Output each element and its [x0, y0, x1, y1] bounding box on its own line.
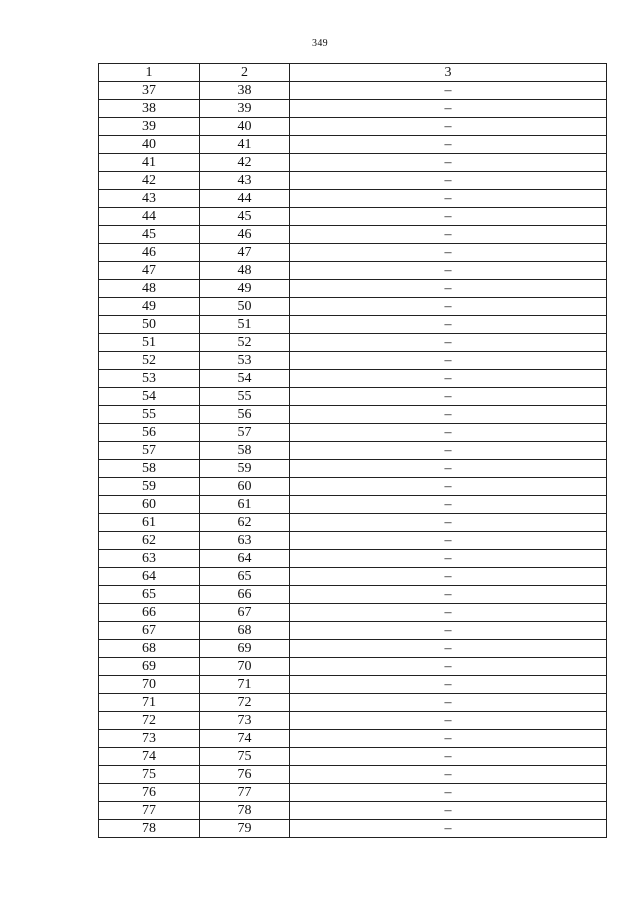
table-cell-col2: 78 [200, 802, 290, 820]
table-cell-col2: 50 [200, 298, 290, 316]
table-cell-col1: 69 [99, 658, 200, 676]
table-cell-col1: 37 [99, 82, 200, 100]
table-cell-col3: – [290, 334, 607, 352]
table-cell-col3: – [290, 154, 607, 172]
table-cell-col1: 50 [99, 316, 200, 334]
table-cell-col1: 63 [99, 550, 200, 568]
table-row [99, 586, 607, 604]
table-row [99, 802, 607, 820]
page-number: 349 [312, 38, 328, 49]
table-row [99, 514, 607, 532]
table-cell-col3: – [290, 190, 607, 208]
table-cell-col2: 65 [200, 568, 290, 586]
table-cell-col2: 70 [200, 658, 290, 676]
table-cell-col2: 68 [200, 622, 290, 640]
table-cell-col3: – [290, 784, 607, 802]
table-cell-col3: – [290, 514, 607, 532]
table-row [99, 766, 607, 784]
table-cell-col3: – [290, 442, 607, 460]
table-cell-col2: 56 [200, 406, 290, 424]
table-row [99, 640, 607, 658]
table-cell-col2: 63 [200, 532, 290, 550]
table-cell-col1: 59 [99, 478, 200, 496]
table-cell-col1: 68 [99, 640, 200, 658]
table-cell-col3: – [290, 676, 607, 694]
table-cell-col2: 43 [200, 172, 290, 190]
column-header-2: 2 [200, 64, 290, 82]
table-cell-col2: 42 [200, 154, 290, 172]
table-cell-col2: 53 [200, 352, 290, 370]
table-cell-col1: 78 [99, 820, 200, 838]
table-row [99, 676, 607, 694]
table-row [99, 712, 607, 730]
table-cell-col1: 39 [99, 118, 200, 136]
table-cell-col1: 70 [99, 676, 200, 694]
table-cell-col1: 76 [99, 784, 200, 802]
table-cell-col2: 46 [200, 226, 290, 244]
table-row [99, 280, 607, 298]
table-cell-col2: 57 [200, 424, 290, 442]
table-row [99, 370, 607, 388]
table-cell-col1: 73 [99, 730, 200, 748]
table-cell-col1: 47 [99, 262, 200, 280]
table-cell-col3: – [290, 262, 607, 280]
table-cell-col1: 58 [99, 460, 200, 478]
table-cell-col1: 48 [99, 280, 200, 298]
table-cell-col3: – [290, 316, 607, 334]
table-row [99, 262, 607, 280]
table-row [99, 100, 607, 118]
table-cell-col1: 45 [99, 226, 200, 244]
table-cell-col2: 71 [200, 676, 290, 694]
table-row [99, 820, 607, 838]
table-cell-col1: 72 [99, 712, 200, 730]
table-row [99, 658, 607, 676]
table-cell-col1: 65 [99, 586, 200, 604]
table-cell-col2: 73 [200, 712, 290, 730]
table-cell-col2: 44 [200, 190, 290, 208]
table-cell-col3: – [290, 550, 607, 568]
table-cell-col1: 40 [99, 136, 200, 154]
table-cell-col1: 61 [99, 514, 200, 532]
table-cell-col2: 72 [200, 694, 290, 712]
table-row [99, 352, 607, 370]
table-cell-col2: 40 [200, 118, 290, 136]
table-row [99, 118, 607, 136]
table-cell-col1: 62 [99, 532, 200, 550]
table-row [99, 244, 607, 262]
table-cell-col1: 57 [99, 442, 200, 460]
table-cell-col1: 49 [99, 298, 200, 316]
table-cell-col1: 46 [99, 244, 200, 262]
column-header-3: 3 [290, 64, 607, 82]
table-cell-col2: 69 [200, 640, 290, 658]
table-row [99, 136, 607, 154]
table-cell-col3: – [290, 226, 607, 244]
table-row [99, 478, 607, 496]
table-row [99, 154, 607, 172]
table-cell-col2: 64 [200, 550, 290, 568]
table-cell-col1: 60 [99, 496, 200, 514]
table-cell-col2: 52 [200, 334, 290, 352]
table-row [99, 730, 607, 748]
table-cell-col1: 38 [99, 100, 200, 118]
table-row [99, 532, 607, 550]
table-cell-col2: 74 [200, 730, 290, 748]
table-cell-col3: – [290, 478, 607, 496]
table-row [99, 298, 607, 316]
table-row [99, 424, 607, 442]
table-row [99, 208, 607, 226]
table-cell-col2: 48 [200, 262, 290, 280]
table-row [99, 622, 607, 640]
table-cell-col1: 42 [99, 172, 200, 190]
table-cell-col3: – [290, 712, 607, 730]
table-cell-col2: 45 [200, 208, 290, 226]
table-cell-col2: 79 [200, 820, 290, 838]
table-row [99, 82, 607, 100]
table-cell-col3: – [290, 622, 607, 640]
table-cell-col2: 49 [200, 280, 290, 298]
table-cell-col2: 76 [200, 766, 290, 784]
table-cell-col1: 51 [99, 334, 200, 352]
table-cell-col3: – [290, 280, 607, 298]
table-cell-col1: 74 [99, 748, 200, 766]
table-row [99, 694, 607, 712]
table-cell-col1: 71 [99, 694, 200, 712]
table-row [99, 784, 607, 802]
table-cell-col1: 56 [99, 424, 200, 442]
table-row [99, 334, 607, 352]
table-cell-col3: – [290, 82, 607, 100]
data-table [98, 63, 607, 838]
table-cell-col2: 62 [200, 514, 290, 532]
table-row [99, 604, 607, 622]
table-cell-col1: 75 [99, 766, 200, 784]
table-cell-col3: – [290, 532, 607, 550]
table-cell-col2: 60 [200, 478, 290, 496]
table-cell-col3: – [290, 604, 607, 622]
table-cell-col3: – [290, 658, 607, 676]
table-cell-col2: 54 [200, 370, 290, 388]
table-row [99, 190, 607, 208]
table-cell-col2: 61 [200, 496, 290, 514]
table-row [99, 568, 607, 586]
table-cell-col3: – [290, 298, 607, 316]
table-cell-col2: 77 [200, 784, 290, 802]
table-cell-col3: – [290, 730, 607, 748]
table-cell-col3: – [290, 748, 607, 766]
table-cell-col2: 75 [200, 748, 290, 766]
column-header-1: 1 [99, 64, 200, 82]
table-cell-col3: – [290, 244, 607, 262]
table-cell-col2: 47 [200, 244, 290, 262]
table-row [99, 172, 607, 190]
table-row [99, 550, 607, 568]
table-cell-col3: – [290, 136, 607, 154]
table-cell-col3: – [290, 352, 607, 370]
table-cell-col3: – [290, 388, 607, 406]
table-cell-col2: 38 [200, 82, 290, 100]
table-cell-col1: 44 [99, 208, 200, 226]
table-cell-col1: 43 [99, 190, 200, 208]
table-cell-col3: – [290, 118, 607, 136]
table-cell-col3: – [290, 172, 607, 190]
table-cell-col3: – [290, 802, 607, 820]
table-body [99, 82, 607, 838]
table-cell-col3: – [290, 640, 607, 658]
table-row [99, 460, 607, 478]
table-cell-col2: 55 [200, 388, 290, 406]
table-cell-col3: – [290, 100, 607, 118]
table-row [99, 388, 607, 406]
table-cell-col3: – [290, 370, 607, 388]
table-cell-col1: 66 [99, 604, 200, 622]
table-row [99, 226, 607, 244]
table-cell-col1: 41 [99, 154, 200, 172]
table-row [99, 406, 607, 424]
table-cell-col3: – [290, 820, 607, 838]
table-row [99, 316, 607, 334]
table-cell-col3: – [290, 586, 607, 604]
table-cell-col3: – [290, 424, 607, 442]
table-cell-col3: – [290, 406, 607, 424]
table-cell-col2: 67 [200, 604, 290, 622]
table-cell-col1: 55 [99, 406, 200, 424]
table-cell-col2: 39 [200, 100, 290, 118]
table-cell-col1: 64 [99, 568, 200, 586]
table-row [99, 748, 607, 766]
table-cell-col3: – [290, 460, 607, 478]
table-cell-col2: 58 [200, 442, 290, 460]
table-cell-col3: – [290, 766, 607, 784]
table-cell-col1: 54 [99, 388, 200, 406]
table-cell-col2: 66 [200, 586, 290, 604]
table-cell-col1: 67 [99, 622, 200, 640]
table-cell-col2: 51 [200, 316, 290, 334]
table-cell-col3: – [290, 208, 607, 226]
table-cell-col1: 52 [99, 352, 200, 370]
table-row [99, 496, 607, 514]
table-cell-col3: – [290, 568, 607, 586]
table-cell-col2: 41 [200, 136, 290, 154]
table-header-row [99, 64, 607, 82]
table-cell-col2: 59 [200, 460, 290, 478]
table-cell-col3: – [290, 694, 607, 712]
table-cell-col1: 77 [99, 802, 200, 820]
table-cell-col3: – [290, 496, 607, 514]
table-row [99, 442, 607, 460]
table-cell-col1: 53 [99, 370, 200, 388]
